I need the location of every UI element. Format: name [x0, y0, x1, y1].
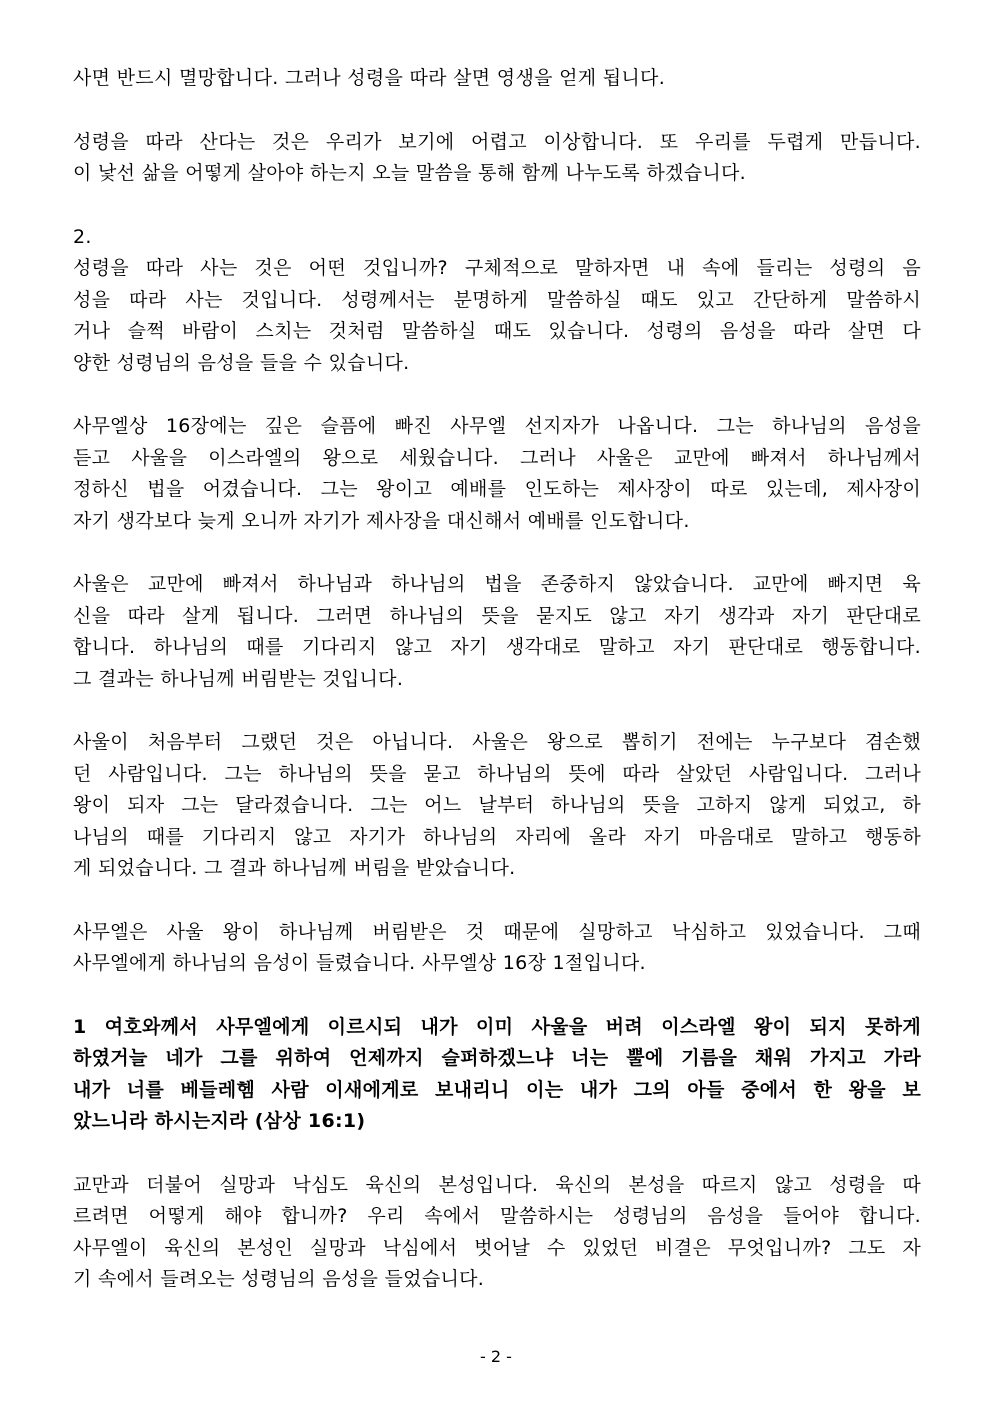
text-line: 거나 슬쩍 바람이 스치는 것처럼 말씀하실 때도 있습니다. 성령의 음성을 따라 살면 다 [73, 320, 921, 342]
paragraph [73, 411, 921, 537]
text-line: 성령을 따라 사는 것은 어떤 것입니까? 구체적으로 말하자면 내 속에 들리는 성령의 음 [73, 257, 921, 279]
document-body [73, 63, 921, 1328]
text-line: 듣고 사울을 이스라엘의 왕으로 세웠습니다. 그러나 사울은 교만에 빠져서 하나님께서 [73, 446, 921, 469]
paragraph [73, 127, 921, 190]
text-line: 던 사람입니다. 그는 하나님의 뜻을 묻고 하나님의 뜻에 따라 살았던 사람입니다. 그러나 [73, 762, 921, 785]
text-line: 정하신 법을 어겼습니다. 그는 왕이고 예배를 인도하는 제사장이 따로 있는데, 제사장이 [73, 478, 921, 500]
paragraph [73, 1170, 921, 1296]
text-line: 합니다. 하나님의 때를 기다리지 않고 자기 생각대로 말하고 자기 판단대로 행동합니다. [73, 636, 921, 658]
text-line: 르려면 어떻게 해야 합니까? 우리 속에서 말씀하시는 성령님의 음성을 들어야 합니다. [73, 1205, 921, 1227]
text-line: 자기 생각보다 늦게 오니까 자기가 제사장을 대신해서 예배를 인도합니다. [73, 509, 690, 532]
text-line: 그 결과는 하나님께 버림받는 것입니다. [73, 667, 404, 690]
text-line: 사울이 처음부터 그랬던 것은 아닙니다. 사울은 왕으로 뽑히기 전에는 누구보다 겸손했 [73, 731, 921, 753]
text-line: 사무엘에게 하나님의 음성이 들렸습니다. 사무엘상 16장 1절입니다. [73, 952, 646, 974]
text-line: 이 낯선 삶을 어떻게 살아야 하는지 오늘 말씀을 통해 함께 나누도록 하겠습니다. [73, 162, 747, 184]
text-line: 사무엘은 사울 왕이 하나님께 버림받은 것 때문에 실망하고 낙심하고 있었습니다. 그때 [73, 920, 921, 943]
paragraph [73, 253, 921, 379]
text-line: 기 속에서 들려오는 성령님의 음성을 들었습니다. [73, 1268, 485, 1290]
text-line: 사무엘이 육신의 본성인 실망과 낙심에서 벗어날 수 있었던 비결은 무엇입니까? 그도 자 [73, 1236, 921, 1259]
paragraph [73, 569, 921, 695]
text-line: 성령을 따라 산다는 것은 우리가 보기에 어렵고 이상합니다. 또 우리를 두렵게 만듭니다. [73, 130, 921, 153]
text-line: 교만과 더불어 실망과 낙심도 육신의 본성입니다. 육신의 본성을 따르지 않고 성령을 따 [73, 1173, 921, 1196]
text-line: 게 되었습니다. 그 결과 하나님께 버림을 받았습니다. [73, 857, 516, 879]
text-line: 사무엘상 16장에는 깊은 슬픔에 빠진 사무엘 선지자가 나옵니다. 그는 하나님의 음성을 [73, 415, 921, 437]
paragraph [73, 727, 921, 885]
text-line: 1 여호와께서 사무엘에게 이르시되 내가 이미 사울을 버려 이스라엘 왕이 되지 못하게 [73, 1015, 921, 1038]
text-line: 하였거늘 네가 그를 위하여 언제까지 슬퍼하겠느냐 너는 뿔에 기름을 채워 가지고 가라 [73, 1047, 921, 1069]
text-line: 았느니라 하시는지라 (삼상 16:1) [73, 1110, 366, 1132]
text-line: 양한 성령님의 음성을 들을 수 있습니다. [73, 351, 410, 374]
page-number: - 2 - [480, 1347, 512, 1366]
text-line: 2. [73, 225, 92, 248]
scripture-quote [73, 1012, 921, 1138]
text-line: 나님의 때를 기다리지 않고 자기가 하나님의 자리에 올라 자기 마음대로 말하고 행동하 [73, 825, 921, 848]
paragraph [73, 63, 921, 95]
paragraph [73, 222, 921, 254]
text-line: 신을 따라 살게 됩니다. 그러면 하나님의 뜻을 묻지도 않고 자기 생각과 자기 판단대로 [73, 604, 921, 627]
text-line: 왕이 되자 그는 달라졌습니다. 그는 어느 날부터 하나님의 뜻을 고하지 않게 되었고, 하 [73, 794, 921, 816]
text-line: 성을 따라 사는 것입니다. 성령께서는 분명하게 말씀하실 때도 있고 간단하게 말씀하시 [73, 288, 921, 311]
paragraph [73, 917, 921, 980]
text-line: 내가 너를 베들레헴 사람 이새에게로 보내리니 이는 내가 그의 아들 중에서 한 왕을 보 [73, 1078, 921, 1101]
text-line: 사울은 교만에 빠져서 하나님과 하나님의 법을 존중하지 않았습니다. 교만에 빠지면 육 [73, 573, 921, 595]
text-line: 사면 반드시 멸망합니다. 그러나 성령을 따라 살면 영생을 얻게 됩니다. [73, 67, 666, 89]
